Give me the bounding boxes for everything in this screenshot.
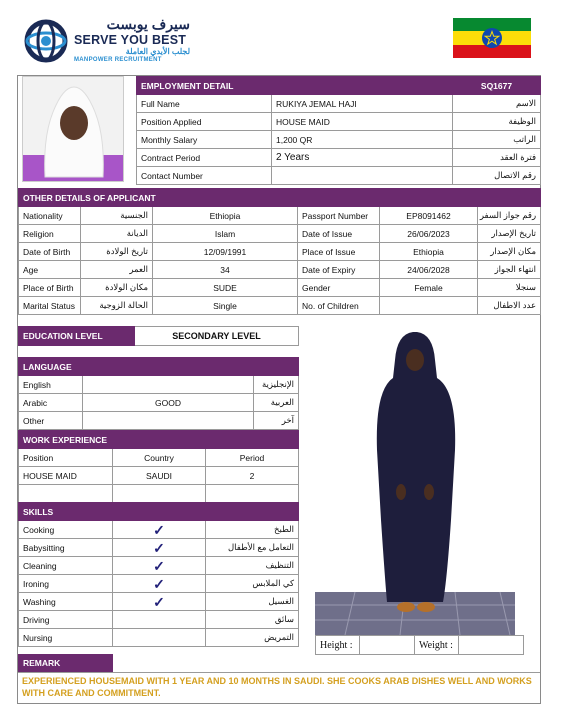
ethiopia-flag-icon <box>453 18 531 58</box>
language-heading: LANGUAGE <box>19 358 299 376</box>
table-row: Driving سائق <box>19 611 299 629</box>
skills-heading: SKILLS <box>19 503 299 521</box>
table-row: Place of Birth مكان الولادة SUDE Gender Female سنجلا <box>19 279 541 297</box>
language-table <box>18 357 299 430</box>
table-row: Ironing ✓ كي الملابس <box>19 575 299 593</box>
table-row: Date of Birth تاريخ الولادة 12/09/1991 Place of Issue Ethiopia مكان الإصدار <box>19 243 541 261</box>
logo-arabic-title: سيرف يوبست <box>106 16 190 32</box>
check-icon: ✓ <box>113 593 206 611</box>
table-row: Cleaning ✓ التنظيف <box>19 557 299 575</box>
other-details-heading: OTHER DETAILS OF APPLICANT <box>19 189 541 207</box>
full-name-value: RUKIYA JEMAL HAJI <box>272 95 453 113</box>
salary-value: 1,200 QR <box>272 131 453 149</box>
skills-table <box>18 502 299 647</box>
remark-text: EXPERIENCED HOUSEMAID WITH 1 YEAR AND 10 MONTHS IN SAUDI. SHE COOKS ARAB DISHES WELL AND WORKS WITH CARE AND COMMITMENT. <box>22 676 532 698</box>
table-row: Nursing التمريض <box>19 629 299 647</box>
check-icon: ✓ <box>113 557 206 575</box>
check-icon <box>113 629 206 647</box>
table-row: Nationality الجنسية Ethiopia Passport Number EP8091462 رقم جواز السفر <box>19 207 541 225</box>
table-row <box>19 485 299 503</box>
weight-label: Weight : <box>415 636 459 655</box>
table-row: Marital Status الحالة الزوجية Single No. of Children عدد الاطفال <box>19 297 541 315</box>
check-icon: ✓ <box>113 521 206 539</box>
other-details-table <box>18 188 541 315</box>
measurements-table <box>315 635 524 655</box>
education-table <box>18 326 299 346</box>
remark-divider <box>18 672 540 673</box>
company-logo <box>22 18 192 64</box>
table-row: Monthly Salary 1,200 QR الراتب <box>137 131 541 149</box>
full-body-photo <box>315 330 515 635</box>
logo-sub: MANPOWER RECRUITMENT <box>74 57 162 63</box>
table-header-row: Position Country Period <box>19 449 299 467</box>
table-row: HOUSE MAID SAUDI 2 <box>19 467 299 485</box>
reference-number: SQ1677 <box>453 77 541 95</box>
table-row: Cooking ✓ الطبخ <box>19 521 299 539</box>
employment-detail-table <box>136 76 541 185</box>
logo-arabic-sub: لجلب الأيدي العاملة <box>125 47 190 56</box>
logo-mark-icon <box>22 19 70 63</box>
check-icon: ✓ <box>113 539 206 557</box>
contract-period-value: 2 Years <box>272 149 453 167</box>
check-icon: ✓ <box>113 575 206 593</box>
profile-photo <box>22 76 124 182</box>
table-row: Arabic GOOD العربية <box>19 394 299 412</box>
table-row: Age العمر 34 Date of Expiry 24/06/2028 انتهاء الجواز <box>19 261 541 279</box>
contact-number-value <box>272 167 453 185</box>
table-row: Religion الديانة Islam Date of Issue 26/06/2023 تاريخ الإصدار <box>19 225 541 243</box>
table-row: Position Applied HOUSE MAID الوظيفة <box>137 113 541 131</box>
table-row: Contact Number رقم الاتصال <box>137 167 541 185</box>
check-icon <box>113 611 206 629</box>
remark-heading: REMARK <box>18 654 113 672</box>
logo-title: SERVE YOU BEST <box>74 33 187 47</box>
height-value <box>360 636 415 655</box>
table-row: Babysitting ✓ التعامل مع الأطفال <box>19 539 299 557</box>
height-label: Height : <box>316 636 360 655</box>
education-heading: EDUCATION LEVEL <box>19 327 135 346</box>
table-row: English الإنجليزية <box>19 376 299 394</box>
work-experience-table <box>18 430 299 503</box>
education-value: SECONDARY LEVEL <box>135 327 299 346</box>
work-experience-heading: WORK EXPERIENCE <box>19 431 299 449</box>
table-row: Other آخر <box>19 412 299 430</box>
table-row: Washing ✓ الغسيل <box>19 593 299 611</box>
employment-heading: EMPLOYMENT DETAIL <box>137 77 453 95</box>
weight-value <box>459 636 524 655</box>
position-value: HOUSE MAID <box>272 113 453 131</box>
table-row: Contract Period 2 Years فترة العقد <box>137 149 541 167</box>
table-row: Full Name RUKIYA JEMAL HAJI الاسم <box>137 95 541 113</box>
